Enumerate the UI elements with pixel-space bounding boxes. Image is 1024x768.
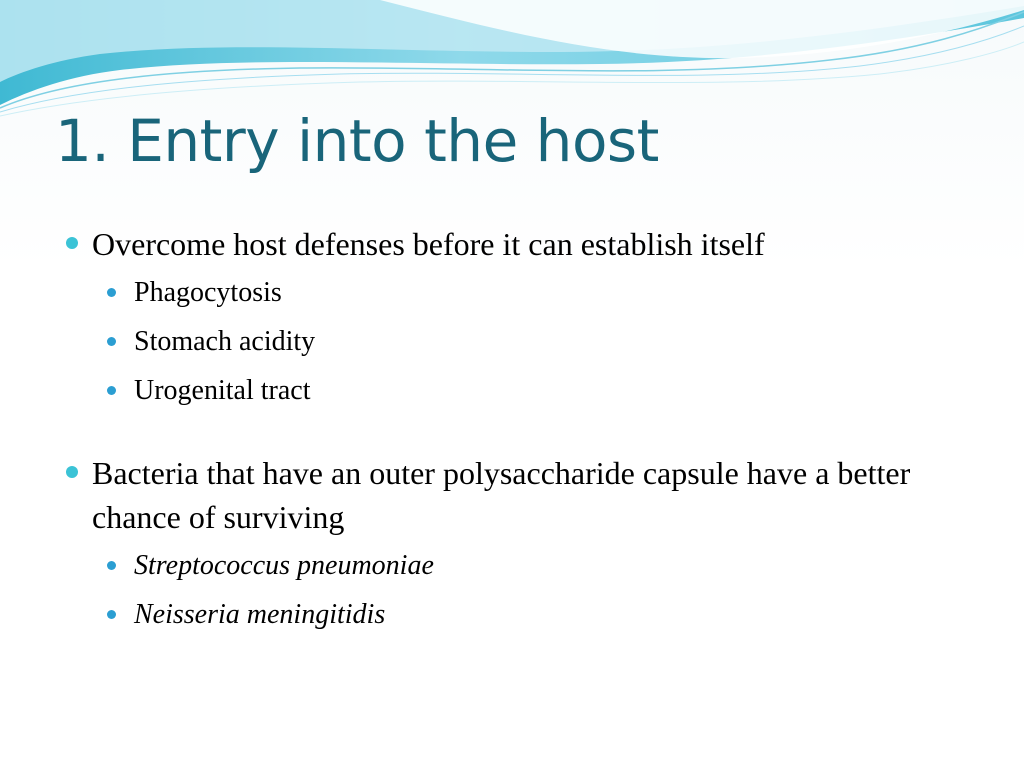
- sub-bullet-list: [92, 541, 962, 639]
- sub-bullet-item: [62, 317, 962, 366]
- sub-bullet-text: Neisseria meningitidis: [134, 599, 386, 630]
- sub-bullet-item: [62, 366, 962, 415]
- bullet-dot-icon: [66, 466, 78, 478]
- sub-bullet-text: Urogenital tract: [134, 375, 311, 406]
- sub-bullet-dot-icon: [107, 288, 116, 297]
- bullet-text: Bacteria that have an outer polysaccharide capsule have a better chance of surviving: [92, 455, 911, 535]
- sub-bullet-dot-icon: [107, 610, 116, 619]
- slide-title: 1. Entry into the host: [55, 107, 659, 175]
- sub-bullet-dot-icon: [107, 337, 116, 346]
- sub-bullet-item: [62, 590, 962, 639]
- sub-bullet-text: Stomach acidity: [134, 326, 316, 357]
- bullet-item: [62, 222, 962, 415]
- header-wave-decoration: [0, 0, 1024, 120]
- sub-bullet-dot-icon: [107, 561, 116, 570]
- sub-bullet-item: [62, 541, 962, 590]
- bullet-item: [62, 451, 962, 639]
- sub-bullet-list: [92, 268, 962, 415]
- sub-bullet-item: [62, 268, 962, 317]
- bullet-dot-icon: [66, 237, 78, 249]
- sub-bullet-dot-icon: [107, 386, 116, 395]
- slide-content: [62, 222, 962, 639]
- sub-bullet-text: Streptococcus pneumoniae: [134, 550, 434, 581]
- bullet-list: [62, 222, 962, 639]
- sub-bullet-text: Phagocytosis: [134, 277, 282, 308]
- bullet-text: Overcome host defenses before it can establish itself: [92, 226, 765, 262]
